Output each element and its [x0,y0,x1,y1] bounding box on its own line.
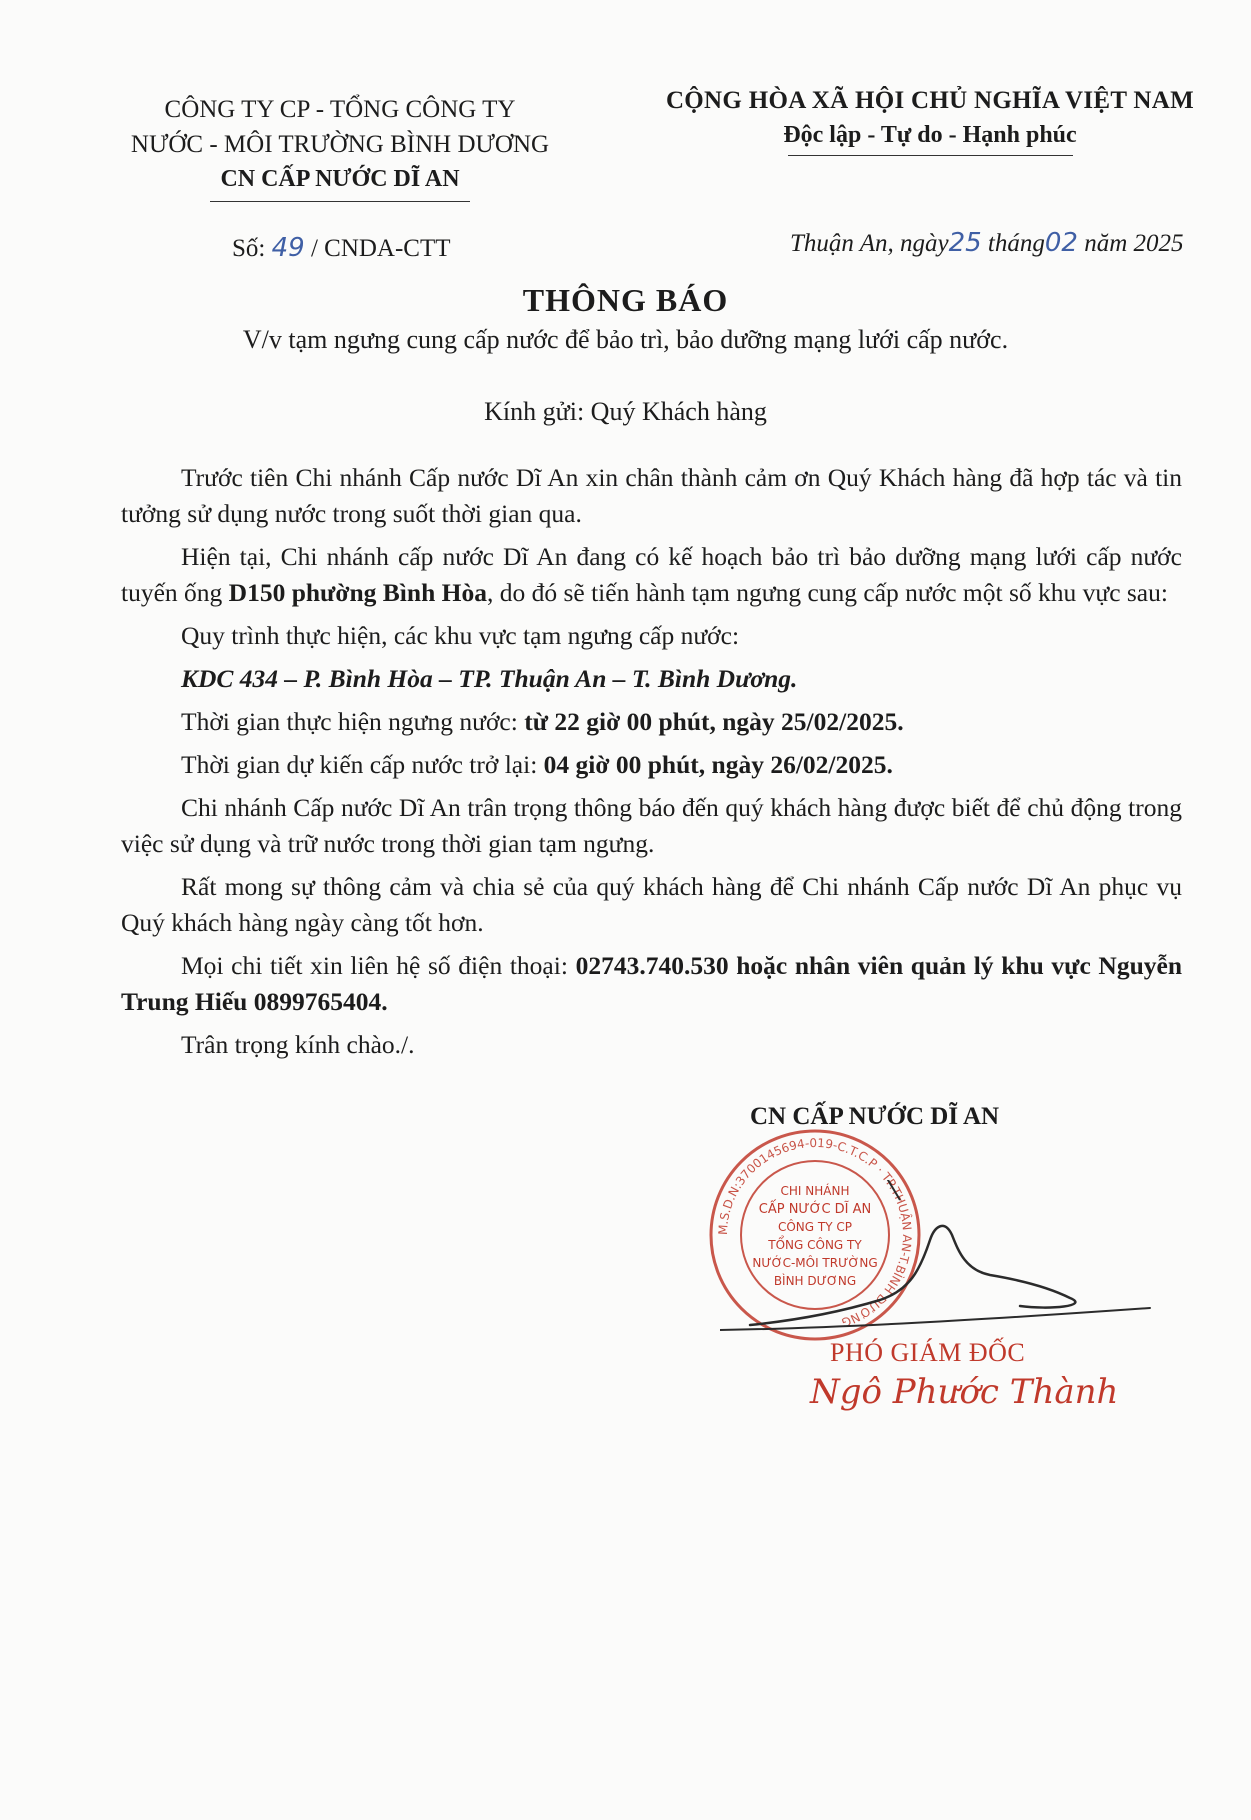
national-title: CỘNG HÒA XÃ HỘI CHỦ NGHĨA VIỆT NAM [665,87,1195,114]
issuer-line-1: CÔNG TY CP - TỔNG CÔNG TY [164,96,516,123]
issuer-line-2: NƯỚC - MÔI TRƯỜNG BÌNH DƯƠNG [130,131,550,158]
issuer-underline [210,201,470,202]
signer-title: PHÓ GIÁM ĐỐC [830,1338,1026,1367]
signature-organization: CN CẤP NƯỚC DĨ AN [750,1103,1000,1130]
handwritten-signature-icon [720,1180,1160,1340]
number-label: Số: [232,235,266,262]
svg-text:CÔNG TY CP: CÔNG TY CP [777,1220,853,1234]
paragraph-closing: Trân trọng kính chào./. [181,1030,415,1059]
pipeline-name: D150 phường Bình Hòa [228,578,487,607]
number-suffix: / CNDA-CTT [310,235,451,262]
paragraph-resume-time: Thời gian dự kiến cấp nước trở lại: 04 giờ 00 phút, ngày 26/02/2025. [181,750,893,779]
document-date [790,228,1184,258]
issuer-header [115,92,565,202]
svg-text:TỔNG CÔNG TY: TỔNG CÔNG TY [768,1238,862,1252]
number-handwritten: 49 [271,233,305,263]
contact-info: 02743.740.530 hoặc nhân viên quản lý khu vực Nguyễn Trung Hiếu 0899765404. [121,951,1182,1016]
svg-text:NƯỚC-MÔI TRƯỜNG: NƯỚC-MÔI TRƯỜNG [752,1256,878,1270]
date-year: năm 2025 [1084,230,1184,257]
signer-name: Ngô Phước Thành [810,1372,1119,1412]
paragraph-advice: Chi nhánh Cấp nước Dĩ An trân trọng thông báo đến quý khách hàng được biết để chủ động trong việc sử dụng và trữ nước trong thời gian tạm ngưng. [121,793,1182,858]
national-motto: Độc lập - Tự do - Hạnh phúc [783,122,1077,148]
paragraph-thanks: Trước tiên Chi nhánh Cấp nước Dĩ An xin chân thành cảm ơn Quý Khách hàng đã hợp tác và tin tưởng sử dụng nước trong suốt thời gian qua. [121,463,1182,528]
document-number [232,233,451,263]
national-header [650,84,1210,156]
paragraph-apology: Rất mong sự thông cảm và chia sẻ của quý khách hàng để Chi nhánh Cấp nước Dĩ An phục vụ Quý khách hàng ngày càng tốt hơn. [121,872,1182,937]
svg-text:CHI NHÁNH: CHI NHÁNH [780,1184,850,1198]
date-month: 02 [1044,228,1078,258]
paragraph-start-time: Thời gian thực hiện ngưng nước: từ 22 giờ 00 phút, ngày 25/02/2025. [181,707,904,736]
paragraph-procedure: Quy trình thực hiện, các khu vực tạm ngưng cấp nước: [181,621,740,650]
document-recipient: Kính gửi: Quý Khách hàng [484,397,767,426]
start-time: từ 22 giờ 00 phút, ngày 25/02/2025. [524,707,904,736]
date-day: 25 [948,228,982,258]
svg-text:M.S.D.N:3700145694-019-C.T.C.P: M.S.D.N:3700145694-019-C.T.C.P · TP.THUẬN AN-T.BÌNH DƯƠNG [715,1135,915,1330]
affected-area: KDC 434 – P. Bình Hòa – TP. Thuận An – T. Bình Dương. [181,664,798,693]
paragraph-contact: Mọi chi tiết xin liên hệ số điện thoại: 02743.740.530 hoặc nhân viên quản lý khu vực Nguyễn Trung Hiếu 0899765404. [121,951,1182,1016]
document-body [121,460,1182,1070]
issuer-branch: CN CẤP NƯỚC DĨ AN [220,166,460,192]
date-month-label: tháng [987,230,1045,257]
document-title: THÔNG BÁO [522,282,729,318]
date-place: Thuận An, ngày [790,230,949,257]
svg-text:BÌNH DƯƠNG: BÌNH DƯƠNG [773,1274,857,1288]
paragraph-plan: Hiện tại, Chi nhánh cấp nước Dĩ An đang có kế hoạch bảo trì bảo dưỡng mạng lưới cấp nước tuyến ống D150 phường Bình Hòa, do đó sẽ tiến hành tạm ngưng cung cấp nước một số khu vực sau: [121,542,1182,607]
resume-time: 04 giờ 00 phút, ngày 26/02/2025. [543,750,893,779]
motto-underline [788,155,1073,156]
document-subject: V/v tạm ngưng cung cấp nước để bảo trì, bảo dưỡng mạng lưới cấp nước. [242,325,1009,354]
svg-text:CẤP NƯỚC DĨ AN: CẤP NƯỚC DĨ AN [758,1202,872,1217]
